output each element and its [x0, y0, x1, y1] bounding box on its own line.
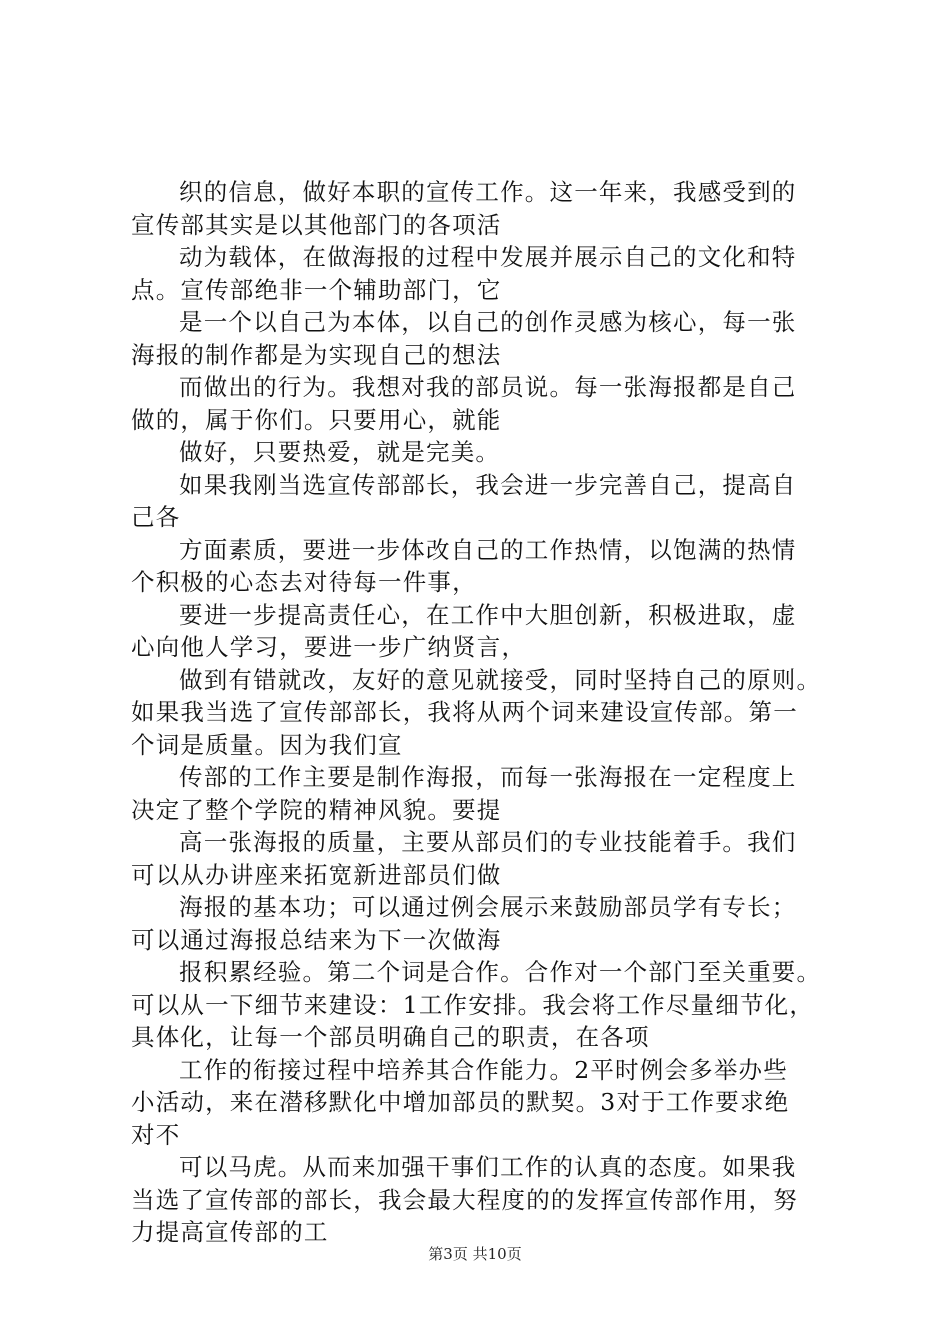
- text-line: 做的，属于你们。只要用心，就能: [131, 405, 502, 434]
- text-line: 个词是质量。因为我们宣: [131, 730, 403, 759]
- text-line: 而做出的行为。我想对我的部员说。每一张海报都是自己: [179, 373, 797, 401]
- text-line: 如果我当选了宣传部部长，我将从两个词来建设宣传部。第一: [131, 698, 798, 726]
- text-line: 可以从一下细节来建设：1工作安排。我会将工作尽量细节化，: [131, 990, 815, 1019]
- text-line: 力提高宣传部的工: [131, 1218, 329, 1246]
- text-line: 如果我刚当选宣传部部长，我会进一步完善自己，提高自: [179, 470, 797, 499]
- text-line: 海报的制作都是为实现自己的想法: [131, 340, 502, 369]
- text-line: 当选了宣传部的部长，我会最大程度的的发挥宣传部作用，努: [131, 1185, 798, 1214]
- text-line: 要进一步提高责任心，在工作中大胆创新，积极进取，虚: [179, 600, 797, 629]
- text-line: 小活动，来在潜移默化中增加部员的默契。3对于工作要求绝: [131, 1088, 790, 1116]
- text-line: 可以通过海报总结来为下一次做海: [131, 925, 502, 954]
- text-line: 具体化，让每一个部员明确自己的职责，在各项: [131, 1023, 650, 1051]
- text-line: 动为载体，在做海报的过程中发展并展示自己的文化和特: [179, 243, 797, 271]
- text-line: 宣传部其实是以其他部门的各项活: [131, 210, 502, 239]
- text-line: 海报的基本功；可以通过例会展示来鼓励部员学有专长；: [179, 893, 797, 921]
- text-line: 己各: [131, 503, 181, 531]
- text-line: 报积累经验。第二个词是合作。合作对一个部门至关重要。: [179, 958, 822, 986]
- text-line: 方面素质，要进一步体改自己的工作热情，以饱满的热情: [179, 535, 797, 564]
- text-line: 工作的衔接过程中培养其合作能力。2平时例会多举办些: [179, 1055, 788, 1084]
- text-line: 对不: [131, 1120, 181, 1149]
- text-line: 个积极的心态去对待每一件事，: [131, 568, 477, 596]
- text-line: 是一个以自己为本体，以自己的创作灵感为核心，每一张: [179, 308, 797, 336]
- text-line: 决定了整个学院的精神风貌。要提: [131, 795, 502, 824]
- text-line: 高一张海报的质量，主要从部员们的专业技能着手。我们: [179, 828, 797, 856]
- text-line: 传部的工作主要是制作海报，而每一张海报在一定程度上: [179, 763, 797, 791]
- text-line: 可以从办讲座来拓宽新进部员们做: [131, 860, 502, 889]
- text-line: 做到有错就改，友好的意见就接受，同时坚持自己的原则。: [179, 665, 822, 694]
- text-line: 心向他人学习，要进一步广纳贤言，: [131, 633, 527, 661]
- body-text: [131, 176, 851, 1249]
- text-line: 织的信息，做好本职的宣传工作。这一年来，我感受到的: [179, 178, 797, 206]
- text-line: 可以马虎。从而来加强干事们工作的认真的态度。如果我: [179, 1153, 797, 1181]
- text-line: 点。宣传部绝非一个辅助部门，它: [131, 275, 502, 304]
- text-line: 做好，只要热爱，就是完美。: [179, 438, 501, 466]
- page-footer: 第3页 共10页: [428, 1245, 522, 1263]
